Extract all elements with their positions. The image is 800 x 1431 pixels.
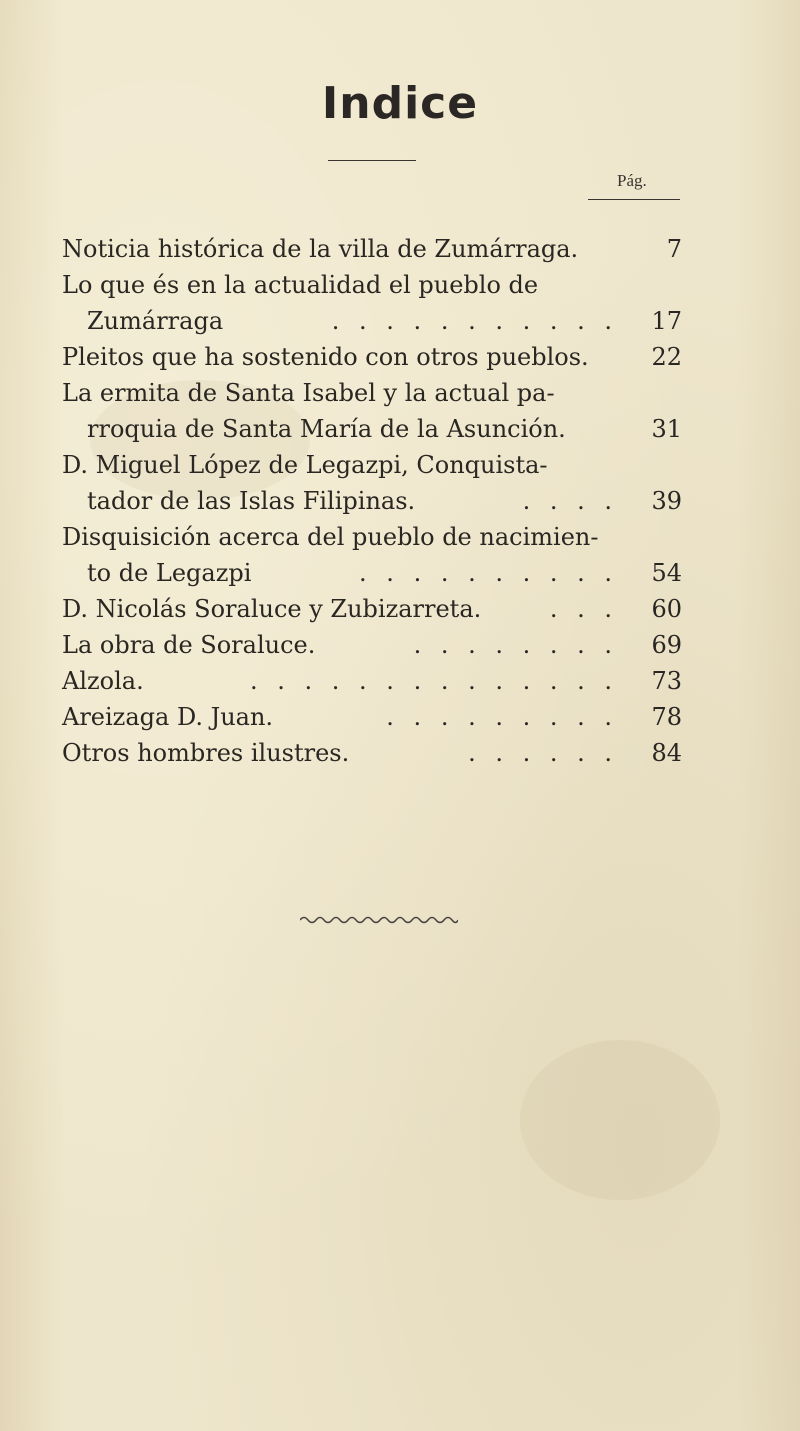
- entry-text: Zumárraga: [87, 307, 224, 335]
- page-column-rule: [588, 199, 680, 200]
- toc-entry[interactable]: [62, 521, 682, 553]
- wavy-rule-ornament-icon: [300, 914, 458, 926]
- entry-text: D. Nicolás Soraluce y Zubizarreta.: [62, 595, 482, 623]
- entry-page-number: 54: [651, 559, 682, 587]
- toc-entry[interactable]: [62, 593, 682, 625]
- toc-entry-continuation[interactable]: [87, 305, 682, 337]
- toc-entry[interactable]: [62, 341, 682, 373]
- entry-page-number: 22: [651, 343, 682, 371]
- leader-dots: . . . . . . . . . . . . . .: [250, 667, 618, 695]
- entry-text: rroquia de Santa María de la Asunción.: [87, 415, 566, 443]
- leader-dots: . . . . . .: [468, 739, 618, 767]
- leader-dots: . . . . . . . . . .: [359, 559, 618, 587]
- toc-entry-continuation[interactable]: [87, 557, 682, 589]
- toc-entry[interactable]: [62, 665, 682, 697]
- entry-page-number: 73: [651, 667, 682, 695]
- page-column-label: Pág.: [617, 171, 647, 190]
- entry-text: Areizaga D. Juan.: [62, 703, 274, 731]
- entry-page-number: 17: [651, 307, 682, 335]
- entry-text: tador de las Islas Filipinas.: [87, 487, 416, 515]
- entry-page-number: 84: [651, 739, 682, 767]
- toc-entry[interactable]: [62, 377, 682, 409]
- entry-text: La obra de Soraluce.: [62, 631, 316, 659]
- entry-page-number: 7: [666, 235, 682, 263]
- leader-dots: . . . . . . . . .: [386, 703, 618, 731]
- toc-entry[interactable]: [62, 233, 682, 265]
- entry-text: D. Miguel López de Legazpi, Conquista-: [62, 451, 548, 479]
- entry-text: Otros hombres ilustres.: [62, 739, 350, 767]
- toc-entry-continuation[interactable]: [87, 413, 682, 445]
- entry-page-number: 31: [651, 415, 682, 443]
- entry-page-number: 78: [651, 703, 682, 731]
- leader-dots: . . . .: [522, 487, 618, 515]
- toc-entry[interactable]: [62, 629, 682, 661]
- entry-text: La ermita de Santa Isabel y la actual pa-: [62, 379, 555, 407]
- entry-page-number: 60: [651, 595, 682, 623]
- entry-text: Noticia histórica de la villa de Zumárraga.: [62, 235, 579, 263]
- toc-entry[interactable]: [62, 701, 682, 733]
- index-title: Indice: [321, 78, 479, 129]
- leader-dots: . . .: [549, 595, 618, 623]
- paper-stain: [520, 1040, 720, 1200]
- entry-text: to de Legazpi: [87, 559, 252, 587]
- toc-entry[interactable]: [62, 269, 682, 301]
- toc-entry[interactable]: [62, 737, 682, 769]
- toc-entry-continuation[interactable]: [87, 485, 682, 517]
- title-rule: [328, 160, 416, 161]
- leader-dots: . . . . . . . .: [413, 631, 618, 659]
- entry-text: Lo que és en la actualidad el pueblo de: [62, 271, 539, 299]
- entry-text: Alzola.: [62, 667, 144, 695]
- leader-dots: . . . . . . . . . . .: [331, 307, 618, 335]
- entry-text: Disquisición acerca del pueblo de nacimien-: [62, 523, 599, 551]
- entry-page-number: 69: [651, 631, 682, 659]
- entry-page-number: 39: [651, 487, 682, 515]
- toc-entry[interactable]: [62, 449, 682, 481]
- entry-text: Pleitos que ha sostenido con otros pueblos.: [62, 343, 589, 371]
